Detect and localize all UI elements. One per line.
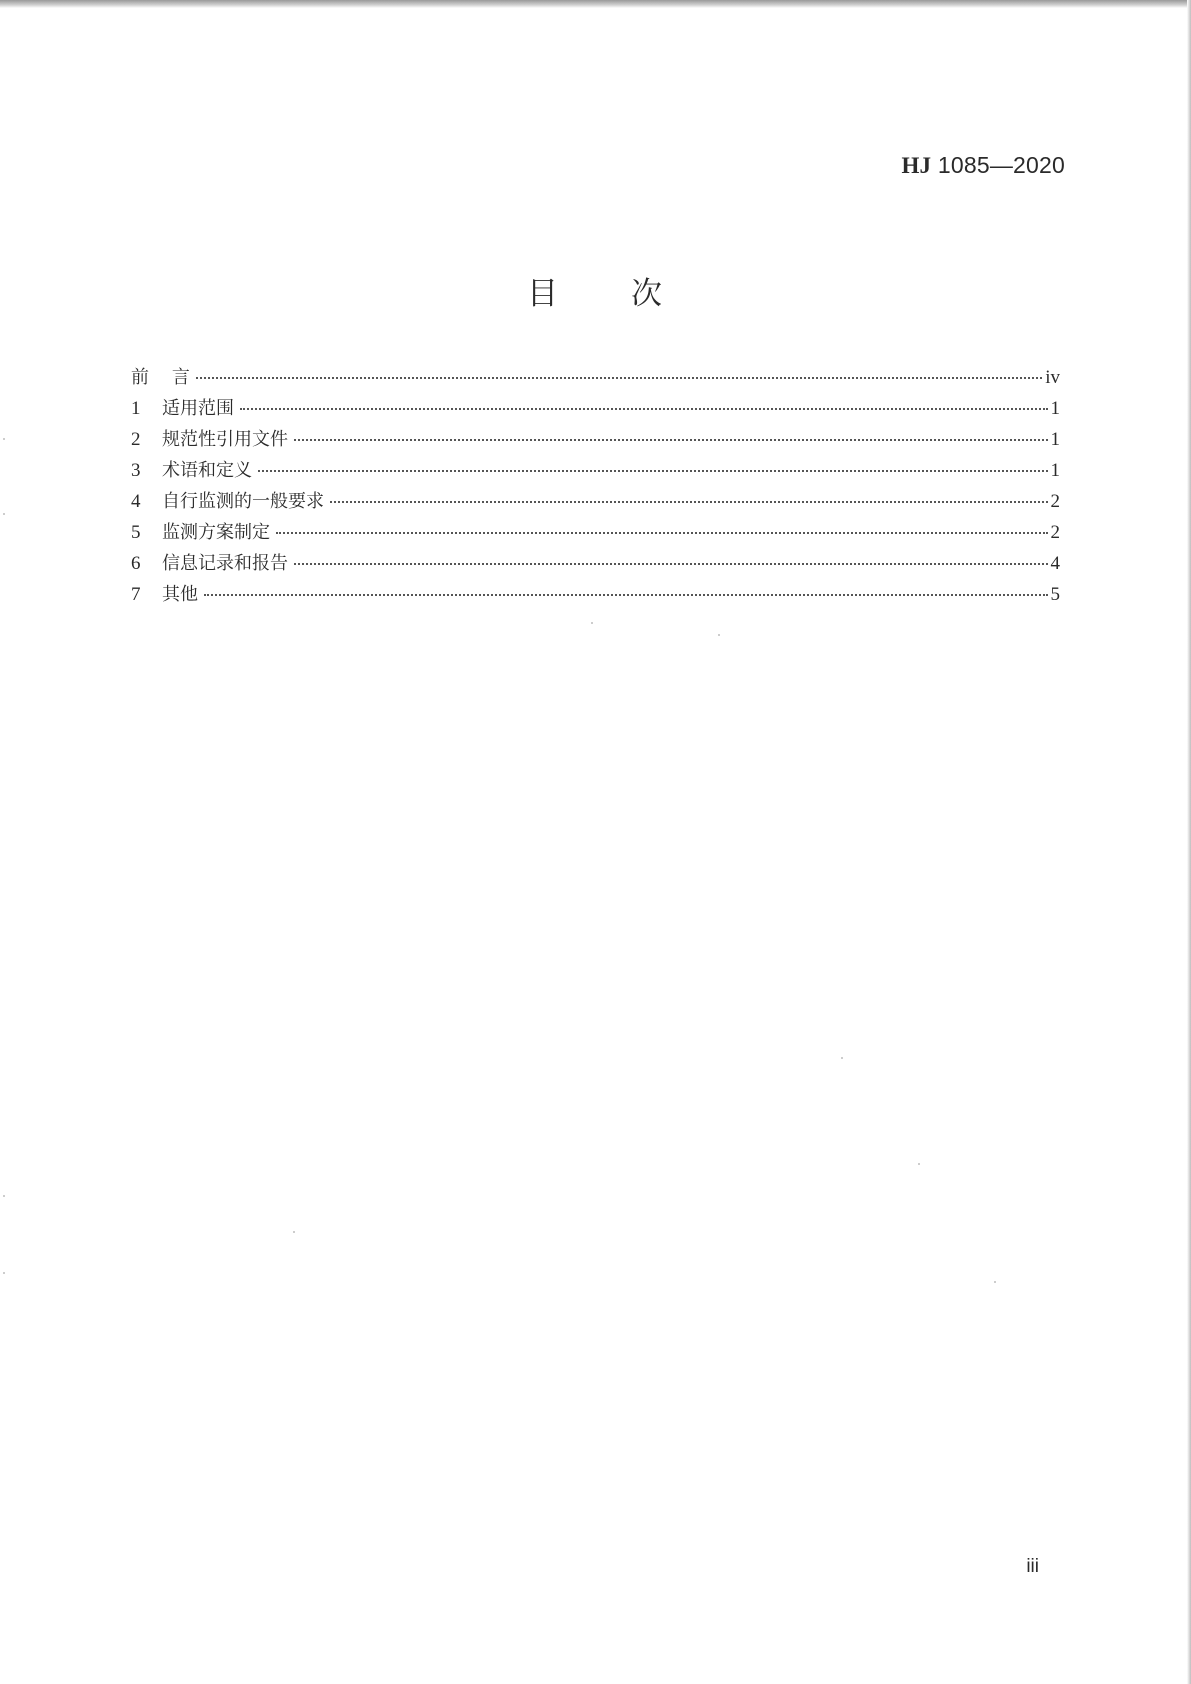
toc-entry-label: 监测方案制定 [162,522,270,543]
toc-entry-page: 5 [1050,584,1060,605]
scan-speck [3,1195,5,1197]
toc-entry-page: 2 [1050,491,1060,512]
document-code-number: 1085—2020 [937,152,1065,178]
toc-entry-other[interactable] [131,580,1060,611]
toc-entry-label: 术语和定义 [162,460,252,481]
toc-entry-label: 前 言 [131,367,190,388]
toc-entry-label: 适用范围 [162,398,234,419]
toc-entry-page: 2 [1050,522,1060,543]
toc-dot-leader [294,439,1048,441]
toc-entry-label: 规范性引用文件 [162,429,288,450]
toc-dot-leader [204,594,1048,596]
toc-entry-label: 自行监测的一般要求 [162,491,324,512]
toc-entry-number: 1 [131,398,141,419]
toc-entry-label: 其他 [162,584,198,605]
toc-dot-leader [258,470,1048,472]
toc-entry-page: iv [1045,367,1060,388]
toc-entry-foreword[interactable] [131,363,1060,394]
toc-title: 目 次 [526,276,665,312]
toc-entry-label: 信息记录和报告 [162,553,288,574]
toc-dot-leader [330,501,1048,503]
toc-dot-leader [240,408,1048,410]
scan-speck [841,1057,843,1059]
toc-entry-general-requirements[interactable] [131,487,1060,518]
toc-entry-number: 4 [131,491,141,512]
toc-entry-number: 5 [131,522,141,543]
toc-entry-number: 6 [131,553,141,574]
scan-right-edge [1187,0,1191,1684]
page-number: iii [1026,1556,1039,1577]
toc-entry-scope[interactable] [131,394,1060,425]
toc-dot-leader [294,563,1048,565]
scan-speck [918,1163,920,1165]
document-code-prefix: HJ [901,153,932,178]
toc-dot-leader [276,532,1048,534]
toc-entry-normative-references[interactable] [131,425,1060,456]
toc-entry-number: 7 [131,584,141,605]
scan-top-edge [0,0,1191,8]
toc-entry-terms-definitions[interactable] [131,456,1060,487]
table-of-contents [131,363,1060,611]
scan-speck [718,634,720,636]
toc-entry-records-reports[interactable] [131,549,1060,580]
toc-entry-page: 4 [1050,553,1060,574]
toc-entry-number: 2 [131,429,141,450]
scan-speck [591,622,593,624]
scan-speck [3,513,5,515]
toc-entry-page: 1 [1050,398,1060,419]
scan-speck [3,438,5,440]
toc-entry-number: 3 [131,460,141,481]
scan-speck [293,1231,295,1233]
toc-entry-monitoring-plan[interactable] [131,518,1060,549]
scan-speck [3,1272,5,1274]
document-code [901,152,1065,179]
toc-entry-page: 1 [1050,460,1060,481]
toc-dot-leader [196,377,1042,379]
scan-speck [994,1281,996,1283]
toc-entry-page: 1 [1050,429,1060,450]
